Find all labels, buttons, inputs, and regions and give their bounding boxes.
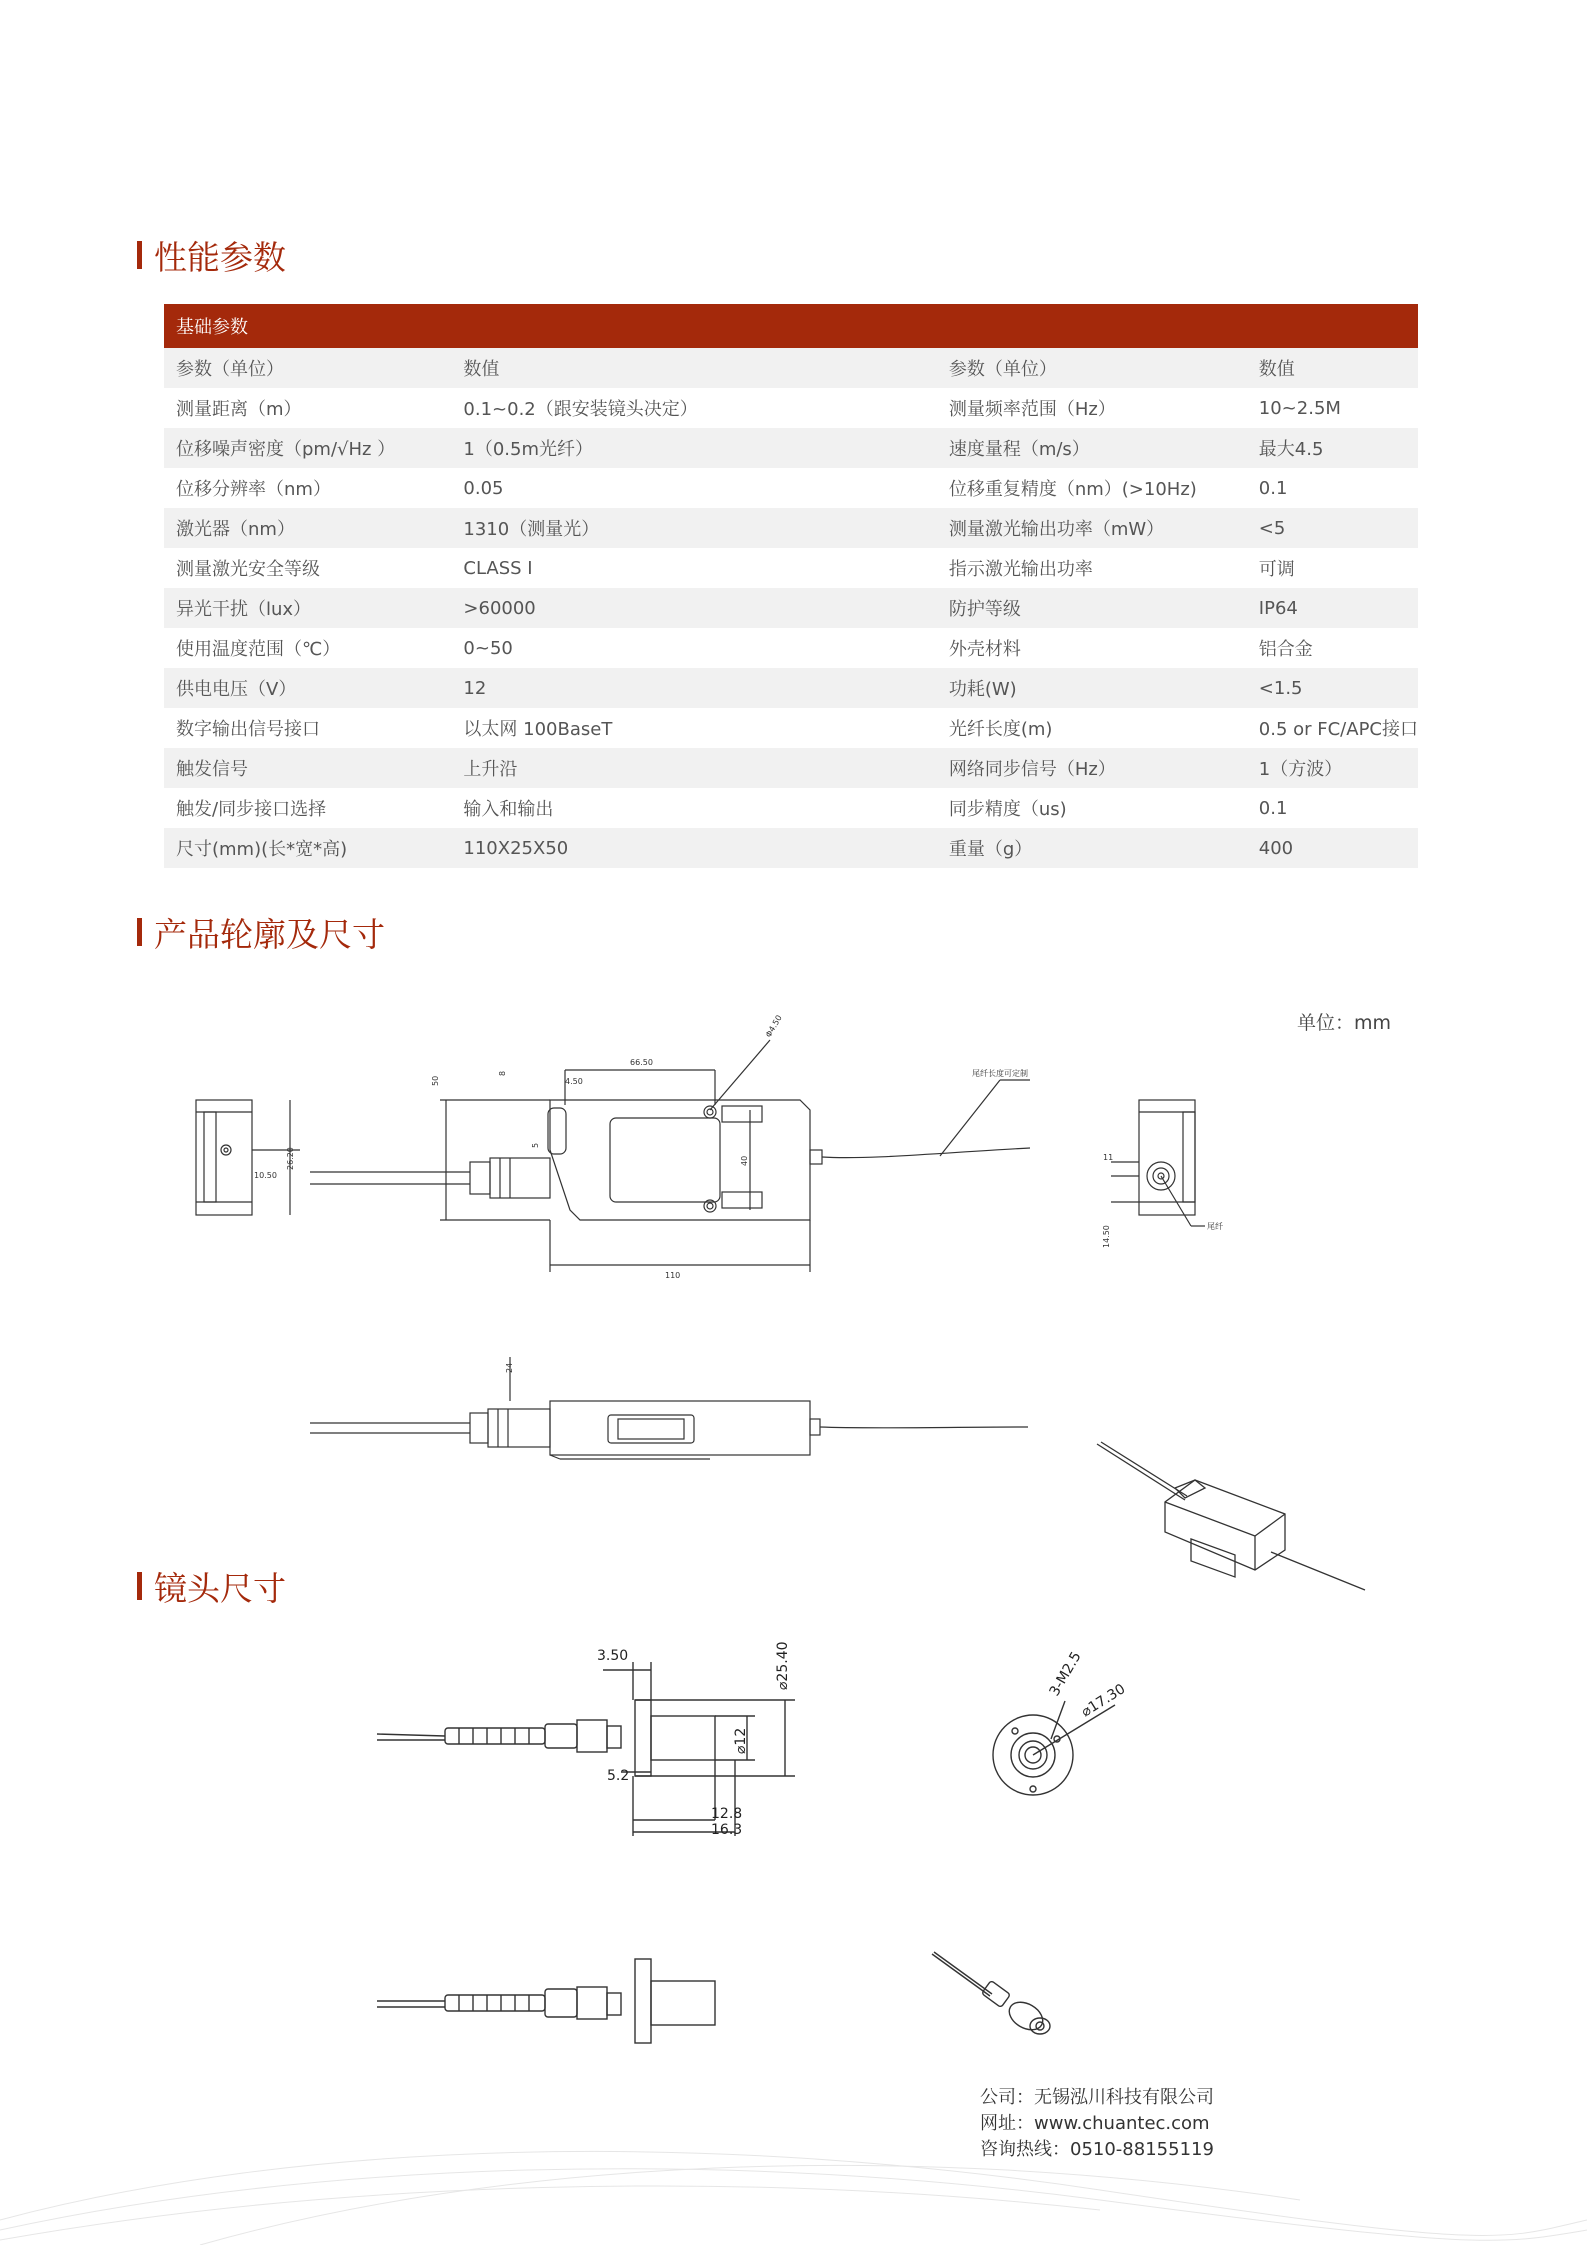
table-row — [164, 508, 1418, 548]
table-cell: 位移分辨率（nm） — [164, 468, 451, 508]
dim-24: 24 — [505, 1362, 514, 1373]
table-cell: 光纤长度(m) — [937, 708, 1247, 748]
title-bar — [137, 1572, 142, 1600]
dim-5-2: 5.2 — [607, 1768, 630, 1784]
section-title-outline — [137, 912, 385, 952]
table-cell: 网络同步信号（Hz） — [937, 748, 1247, 788]
table-cell: 0.1~0.2（跟安装镜头决定） — [451, 388, 936, 428]
table-cell: 测量频率范围（Hz） — [937, 388, 1247, 428]
table-cell: 测量激光输出功率（mW） — [937, 508, 1247, 548]
table-cell: 0~50 — [451, 628, 936, 668]
table-cell: 110X25X50 — [451, 828, 936, 868]
table-cell: 触发/同步接口选择 — [164, 788, 451, 828]
table-cell: 供电电压（V） — [164, 668, 451, 708]
table-cell: 测量距离（m） — [164, 388, 451, 428]
table-cell: 数值 — [451, 348, 936, 388]
table-row — [164, 548, 1418, 588]
table-cell: <1.5 — [1247, 668, 1418, 708]
table-header: 基础参数 — [164, 304, 1418, 348]
dim-3-50: 3.50 — [597, 1648, 629, 1664]
top-view-drawing — [310, 1355, 1040, 1465]
lens-front-drawing — [985, 1645, 1135, 1805]
table-cell: 铝合金 — [1247, 628, 1418, 668]
table-cell: 12 — [451, 668, 936, 708]
table-row — [164, 708, 1418, 748]
table-cell: 上升沿 — [451, 748, 936, 788]
table-cell: 1310（测量光） — [451, 508, 936, 548]
table-cell: 10~2.5M — [1247, 388, 1418, 428]
section-title-text: 镜头尺寸 — [154, 1568, 286, 1608]
table-cell: 参数（单位） — [164, 348, 451, 388]
table-body — [164, 348, 1418, 868]
table-cell: 防护等级 — [937, 588, 1247, 628]
table-row — [164, 428, 1418, 468]
dim-3-m2-5: 3-M2.5 — [1046, 1649, 1085, 1699]
side-view-drawing — [310, 1010, 1050, 1280]
section-title-text: 产品轮廓及尺寸 — [154, 914, 385, 954]
table-row — [164, 668, 1418, 708]
end-view-right-drawing — [1095, 1098, 1245, 1258]
dim-14: 14.50 — [1102, 1225, 1111, 1248]
table-cell: 0.05 — [451, 468, 936, 508]
dim-50: 50 — [431, 1075, 440, 1086]
table-cell: IP64 — [1247, 588, 1418, 628]
table-cell: 以太网 100BaseT — [451, 708, 936, 748]
table-row — [164, 348, 1418, 388]
table-row — [164, 828, 1418, 868]
hotline: 咨询热线：0510-88155119 — [980, 2139, 1214, 2160]
table-row — [164, 588, 1418, 628]
table-cell: 位移重复精度（nm）(>10Hz) — [937, 468, 1247, 508]
lens-3d-drawing — [930, 1950, 1080, 2050]
dim-8: 8 — [498, 1070, 507, 1076]
dim-10: 10.50 — [254, 1171, 277, 1180]
lens-side-drawing — [375, 1640, 815, 1840]
title-bar — [137, 241, 142, 269]
table-cell: 1（0.5m光纤） — [451, 428, 936, 468]
table-cell: 位移噪声密度（pm/√Hz ） — [164, 428, 451, 468]
table-cell: 0.1 — [1247, 788, 1418, 828]
fiber-note: 尾纤长度可定制 — [972, 1069, 1028, 1078]
website-link[interactable]: 网址：www.chuantec.com — [980, 2113, 1210, 2134]
decorative-waves — [0, 2100, 1587, 2245]
table-cell: 最大4.5 — [1247, 428, 1418, 468]
footer-contact — [980, 2085, 1214, 2163]
table-cell: 异光干扰（lux） — [164, 588, 451, 628]
dim-17-30: ⌀17.30 — [1078, 1681, 1129, 1721]
table-cell: 指示激光输出功率 — [937, 548, 1247, 588]
table-cell: 同步精度（us) — [937, 788, 1247, 828]
dim-16-3: 16.3 — [711, 1822, 743, 1838]
table-cell: CLASS I — [451, 548, 936, 588]
dim-11: 11 — [1103, 1153, 1114, 1162]
lens-bottom-drawing — [375, 1945, 725, 2045]
dim-25-40: ⌀25.40 — [775, 1641, 791, 1690]
dim-4-5: 4.50 — [565, 1077, 583, 1086]
table-row — [164, 748, 1418, 788]
table-cell: 速度量程（m/s） — [937, 428, 1247, 468]
table-cell: <5 — [1247, 508, 1418, 548]
table-cell: 参数（单位） — [937, 348, 1247, 388]
unit-label: 单位：mm — [1297, 1012, 1392, 1034]
table-cell: 激光器（nm） — [164, 508, 451, 548]
dim-phi: Φ4.50 — [763, 1013, 784, 1039]
end-view-left-drawing — [190, 1090, 310, 1220]
section-title-text: 性能参数 — [154, 237, 286, 277]
table-cell: 重量（g） — [937, 828, 1247, 868]
table-row — [164, 388, 1418, 428]
table-cell: 测量激光安全等级 — [164, 548, 451, 588]
table-cell: 0.1 — [1247, 468, 1418, 508]
dim-40: 40 — [740, 1155, 749, 1166]
table-cell: 400 — [1247, 828, 1418, 868]
table-cell: 尺寸(mm)(长*宽*高) — [164, 828, 451, 868]
table-cell: 可调 — [1247, 548, 1418, 588]
table-cell: 触发信号 — [164, 748, 451, 788]
section-title-lens — [137, 1566, 286, 1606]
section-title-performance — [137, 235, 286, 275]
table-cell: >60000 — [451, 588, 936, 628]
table-row — [164, 468, 1418, 508]
title-bar — [137, 918, 142, 946]
spec-table — [164, 304, 1418, 868]
company-name: 公司：无锡泓川科技有限公司 — [980, 2087, 1214, 2108]
table-row — [164, 788, 1418, 828]
dim-12-8: 12.8 — [711, 1806, 743, 1822]
table-cell: 功耗(W) — [937, 668, 1247, 708]
dim-26: 26.20 — [286, 1147, 295, 1170]
table-cell: 外壳材料 — [937, 628, 1247, 668]
dim-66: 66.50 — [630, 1058, 653, 1067]
table-cell: 1（方波） — [1247, 748, 1418, 788]
sensor-3d-drawing — [1095, 1440, 1375, 1590]
table-cell: 输入和输出 — [451, 788, 936, 828]
table-row — [164, 628, 1418, 668]
table-cell: 数字输出信号接口 — [164, 708, 451, 748]
dim-5: 5 — [531, 1142, 540, 1148]
fiber-tag: 尾纤 — [1207, 1222, 1223, 1231]
table-cell: 使用温度范围（℃） — [164, 628, 451, 668]
table-cell: 数值 — [1247, 348, 1418, 388]
table-cell: 0.5 or FC/APC接口 — [1247, 708, 1418, 748]
dim-12: ⌀12 — [733, 1727, 749, 1754]
dim-110: 110 — [665, 1271, 681, 1280]
